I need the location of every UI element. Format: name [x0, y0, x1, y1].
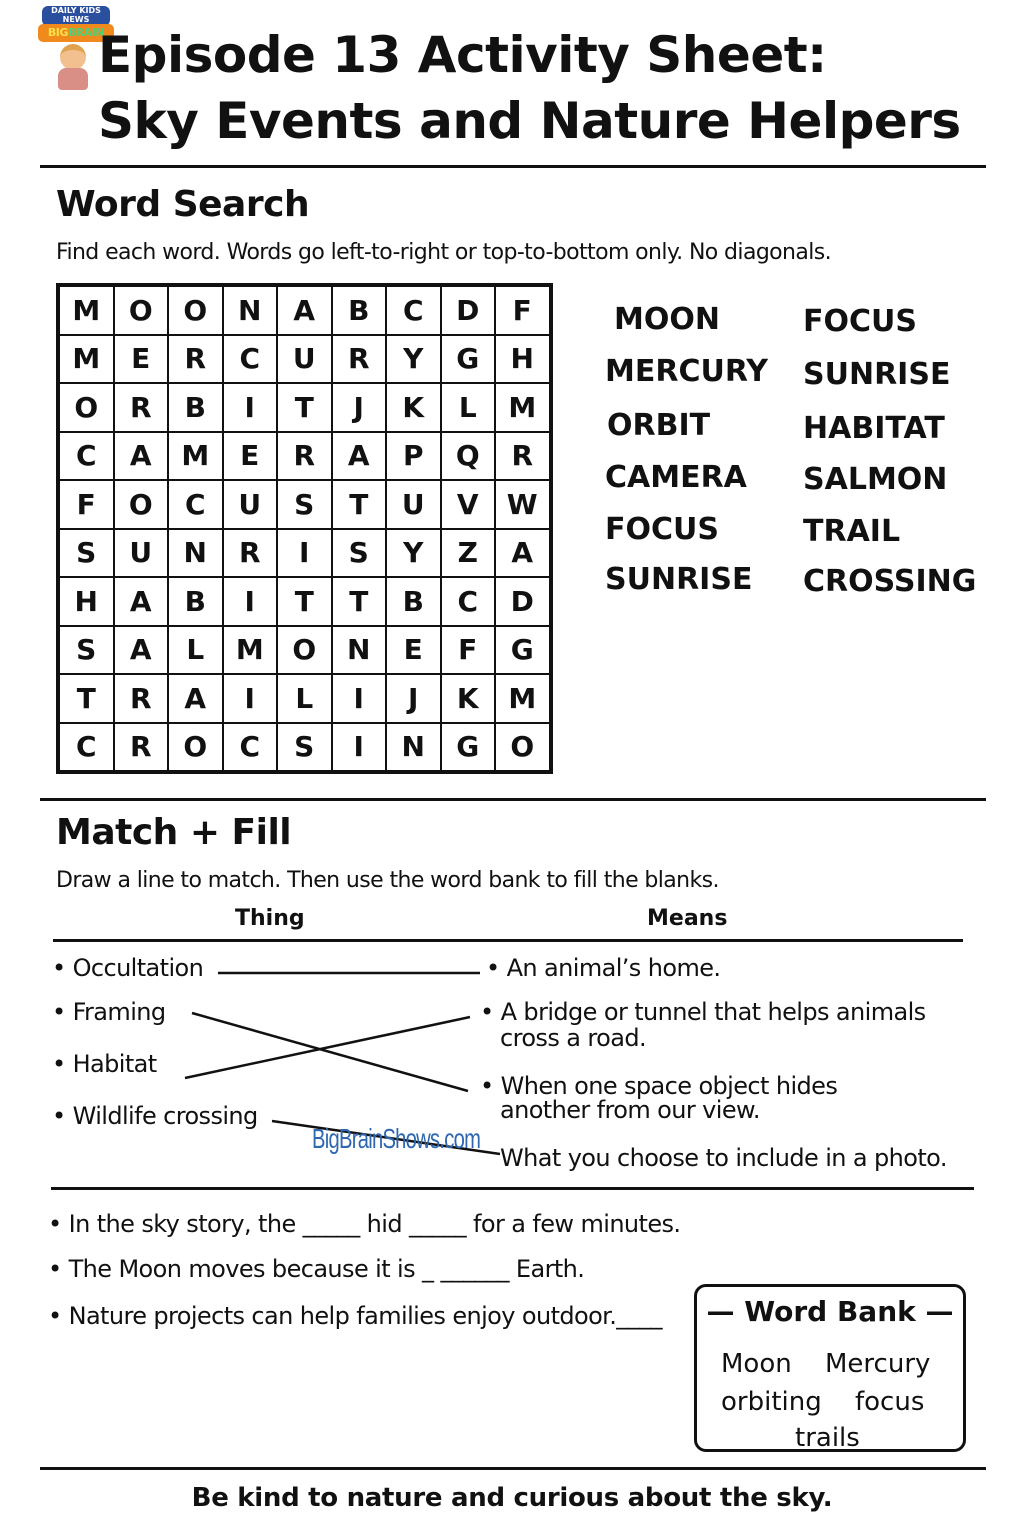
- grid-cell[interactable]: A: [168, 674, 223, 723]
- grid-cell[interactable]: T: [59, 674, 114, 723]
- grid-cell[interactable]: Y: [386, 529, 441, 578]
- grid-cell[interactable]: O: [114, 286, 169, 335]
- grid-cell[interactable]: R: [114, 723, 169, 772]
- grid-cell[interactable]: U: [277, 335, 332, 384]
- grid-cell[interactable]: B: [168, 577, 223, 626]
- grid-cell[interactable]: R: [114, 674, 169, 723]
- grid-cell[interactable]: T: [277, 577, 332, 626]
- grid-cell[interactable]: I: [223, 383, 278, 432]
- grid-cell[interactable]: C: [168, 480, 223, 529]
- logo-line1: DAILY KIDS: [51, 6, 101, 15]
- grid-cell[interactable]: O: [277, 626, 332, 675]
- grid-cell[interactable]: C: [386, 286, 441, 335]
- grid-cell[interactable]: F: [59, 480, 114, 529]
- match-line: [192, 1013, 468, 1091]
- grid-cell[interactable]: C: [223, 335, 278, 384]
- grid-cell[interactable]: J: [332, 383, 387, 432]
- word-list-item: CAMERA: [605, 460, 747, 495]
- grid-cell[interactable]: A: [114, 577, 169, 626]
- means-line: another from our view.: [500, 1096, 760, 1124]
- word-list-item: CROSSING: [803, 564, 977, 599]
- grid-cell[interactable]: L: [441, 383, 496, 432]
- grid-cell[interactable]: I: [223, 674, 278, 723]
- logo-brain: BRAIN: [67, 26, 105, 39]
- grid-cell[interactable]: C: [441, 577, 496, 626]
- word-bank-word: orbiting: [721, 1387, 822, 1417]
- word-bank-word: trails: [795, 1423, 860, 1453]
- fill-sentence-1[interactable]: • In the sky story, the _____ hid _____ for a few minutes.: [48, 1210, 681, 1238]
- grid-cell[interactable]: C: [59, 432, 114, 481]
- grid-cell[interactable]: U: [386, 480, 441, 529]
- grid-cell[interactable]: S: [277, 480, 332, 529]
- grid-cell[interactable]: R: [114, 383, 169, 432]
- word-list-item: FOCUS: [605, 512, 719, 547]
- match-thing-habitat[interactable]: • Habitat: [52, 1050, 157, 1078]
- match-thing-framing[interactable]: • Framing: [52, 998, 166, 1026]
- title-line1: Episode 13 Activity Sheet:: [98, 26, 827, 84]
- grid-cell[interactable]: G: [441, 335, 496, 384]
- grid-cell[interactable]: R: [332, 335, 387, 384]
- grid-cell[interactable]: I: [223, 577, 278, 626]
- divider: [40, 1467, 986, 1470]
- match-means-photo-def[interactable]: What you choose to include in a photo.: [500, 1144, 947, 1172]
- grid-cell[interactable]: O: [495, 723, 550, 772]
- grid-cell[interactable]: F: [495, 286, 550, 335]
- grid-cell[interactable]: S: [277, 723, 332, 772]
- match-line: [185, 1017, 470, 1078]
- grid-cell[interactable]: P: [386, 432, 441, 481]
- grid-cell[interactable]: R: [495, 432, 550, 481]
- grid-cell[interactable]: A: [114, 626, 169, 675]
- word-list-item: MOON: [614, 302, 720, 337]
- grid-cell[interactable]: H: [59, 577, 114, 626]
- grid-cell[interactable]: T: [332, 480, 387, 529]
- grid-cell[interactable]: N: [332, 626, 387, 675]
- grid-cell[interactable]: C: [223, 723, 278, 772]
- grid-cell[interactable]: N: [168, 529, 223, 578]
- grid-cell[interactable]: G: [495, 626, 550, 675]
- word-list-item: FOCUS: [803, 304, 917, 339]
- grid-cell[interactable]: A: [332, 432, 387, 481]
- grid-cell[interactable]: R: [223, 529, 278, 578]
- grid-cell[interactable]: V: [441, 480, 496, 529]
- logo-line2: NEWS: [62, 15, 90, 24]
- means-line: • When one space object hides: [480, 1072, 838, 1100]
- grid-cell[interactable]: I: [332, 723, 387, 772]
- grid-cell[interactable]: U: [223, 480, 278, 529]
- grid-cell[interactable]: S: [332, 529, 387, 578]
- match-fill-instructions: Draw a line to match. Then use the word bank to fill the blanks.: [56, 868, 719, 893]
- grid-cell[interactable]: L: [277, 674, 332, 723]
- title-line2: Sky Events and Nature Helpers: [98, 92, 961, 150]
- grid-cell[interactable]: B: [168, 383, 223, 432]
- word-bank-word: focus: [855, 1387, 925, 1417]
- word-list-item: HABITAT: [803, 411, 945, 446]
- word-list-item: SUNRISE: [803, 357, 951, 392]
- fill-sentence-3[interactable]: • Nature projects can help families enjoy outdoor.____: [48, 1302, 662, 1330]
- grid-cell[interactable]: C: [59, 723, 114, 772]
- divider: [51, 1187, 974, 1190]
- grid-cell[interactable]: S: [59, 626, 114, 675]
- word-list-item: MERCURY: [605, 354, 769, 389]
- grid-cell[interactable]: Z: [441, 529, 496, 578]
- grid-cell[interactable]: O: [168, 286, 223, 335]
- logo-big: BIG: [47, 26, 68, 39]
- grid-cell[interactable]: A: [114, 432, 169, 481]
- word-list-item: ORBIT: [607, 408, 711, 443]
- grid-cell[interactable]: H: [495, 335, 550, 384]
- grid-cell[interactable]: N: [386, 723, 441, 772]
- grid-cell[interactable]: S: [59, 529, 114, 578]
- grid-cell[interactable]: O: [168, 723, 223, 772]
- grid-cell[interactable]: O: [114, 480, 169, 529]
- means-line: • A bridge or tunnel that helps animals: [480, 998, 926, 1026]
- word-bank-word: Mercury: [825, 1349, 931, 1379]
- grid-cell[interactable]: A: [277, 286, 332, 335]
- fill-sentence-2[interactable]: • The Moon moves because it is _ ______ Earth.: [48, 1255, 585, 1283]
- grid-cell[interactable]: J: [386, 674, 441, 723]
- grid-cell[interactable]: B: [332, 286, 387, 335]
- word-list-item: SUNRISE: [605, 562, 753, 597]
- grid-cell[interactable]: I: [277, 529, 332, 578]
- grid-cell[interactable]: I: [332, 674, 387, 723]
- word-bank: [694, 1284, 966, 1452]
- word-list-item: TRAIL: [803, 514, 901, 549]
- grid-cell[interactable]: M: [495, 383, 550, 432]
- grid-cell[interactable]: F: [441, 626, 496, 675]
- grid-cell[interactable]: G: [441, 723, 496, 772]
- footer-message: Be kind to nature and curious about the sky.: [191, 1483, 833, 1513]
- grid-cell[interactable]: N: [223, 286, 278, 335]
- grid-cell[interactable]: U: [114, 529, 169, 578]
- match-thing-occultation[interactable]: • Occultation: [52, 954, 204, 982]
- grid-cell[interactable]: M: [59, 286, 114, 335]
- grid-cell[interactable]: D: [495, 577, 550, 626]
- grid-cell[interactable]: W: [495, 480, 550, 529]
- grid-cell[interactable]: A: [495, 529, 550, 578]
- grid-cell[interactable]: R: [168, 335, 223, 384]
- match-means-animal-home[interactable]: • An animal’s home.: [486, 954, 721, 982]
- grid-cell[interactable]: B: [386, 577, 441, 626]
- word-search-heading: Word Search: [56, 184, 310, 225]
- grid-cell[interactable]: M: [223, 626, 278, 675]
- column-header-thing: Thing: [235, 906, 305, 931]
- grid-cell[interactable]: T: [277, 383, 332, 432]
- grid-cell[interactable]: O: [59, 383, 114, 432]
- means-line: cross a road.: [500, 1024, 646, 1052]
- grid-cell[interactable]: M: [495, 674, 550, 723]
- grid-cell[interactable]: M: [168, 432, 223, 481]
- grid-cell[interactable]: E: [114, 335, 169, 384]
- column-header-means: Means: [647, 906, 728, 931]
- grid-cell[interactable]: Q: [441, 432, 496, 481]
- grid-cell[interactable]: R: [277, 432, 332, 481]
- word-bank-title: — Word Bank —: [706, 1295, 954, 1328]
- grid-cell[interactable]: D: [441, 286, 496, 335]
- grid-cell[interactable]: L: [168, 626, 223, 675]
- word-search-instructions: Find each word. Words go left-to-right or top-to-bottom only. No diagonals.: [56, 240, 832, 265]
- grid-cell[interactable]: M: [59, 335, 114, 384]
- word-list-item: SALMON: [803, 462, 948, 497]
- watermark: BigBrainShows.com: [312, 1123, 481, 1154]
- grid-cell[interactable]: K: [386, 383, 441, 432]
- grid-cell[interactable]: E: [223, 432, 278, 481]
- grid-cell[interactable]: E: [386, 626, 441, 675]
- word-bank-word: Moon: [721, 1349, 792, 1379]
- grid-cell[interactable]: K: [441, 674, 496, 723]
- match-thing-wildlife-crossing[interactable]: • Wildlife crossing: [52, 1102, 258, 1130]
- grid-cell[interactable]: T: [332, 577, 387, 626]
- grid-cell[interactable]: Y: [386, 335, 441, 384]
- match-fill-heading: Match + Fill: [56, 812, 292, 853]
